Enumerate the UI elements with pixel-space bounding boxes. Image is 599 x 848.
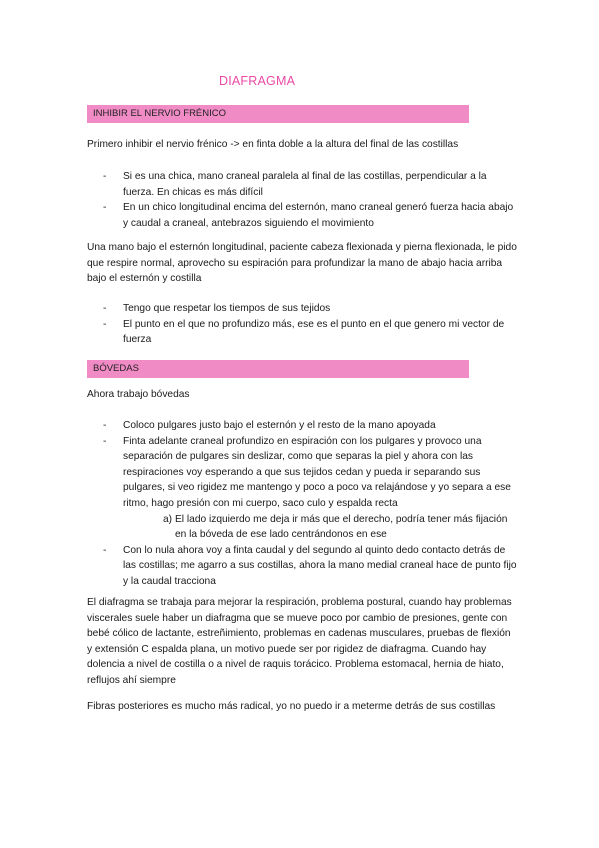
list-item-text: Si es una chica, mano craneal paralela al final de las costillas, perpendicular a la fuerza. En chicas es más difícil bbox=[123, 171, 487, 198]
section2-paragraph-2: Fibras posteriores es mucho más radical, yo no puedo ir a meterme detrás de sus costillas bbox=[87, 701, 496, 712]
bullet-dash: - bbox=[103, 544, 107, 556]
list-item bbox=[101, 200, 517, 231]
section1-intro: Primero inhibir el nervio frénico -> en finta doble a la altura del final de las costillas bbox=[87, 139, 459, 150]
list-item-text: Con lo nula ahora voy a finta caudal y del segundo al quinto dedo contacto detrás de las costillas; me agarro a sus costillas, ahora la mano medial craneal hace de punto fijo y la caudal tracciona bbox=[123, 544, 517, 587]
list-item bbox=[101, 317, 517, 348]
section2-bullet-list bbox=[101, 418, 517, 590]
section2-paragraph-1: El diafragma se trabaja para mejorar la respiración, problema postural, cuando hay problemas viscerales suele haber un diafragma que se mueve poco por cambio de presiones, gente con bebé cólico de lactante, estreñimiento, problemas en cadenas musculares, pruebas de flexión y extensión C espalda plana, un motivo puede ser por rigidez de diafragma. Cuando hay dolencia a nivel de costilla o a nivel de raquis torácico. Problema estomacal, hernia de hiato, reflujos ahí siempre bbox=[87, 597, 512, 686]
list-item-text: Tengo que respetar los tiempos de sus tejidos bbox=[123, 303, 331, 314]
list-item-text: Finta adelante craneal profundizo en espiración con los pulgares y provoco una separación de pulgares sin deslizar, como que separas la piel y ahora con las respiraciones voy esperando a que sus tejidos cedan y pueda ir separando sus pulgares, si veo rigidez me mantengo y poco a poco va relajándose y yo separa a ese ritmo, hago presión con mi cuerpo, saco culo y espalda recta bbox=[123, 435, 511, 509]
list-item bbox=[101, 169, 517, 200]
sub-bullet-marker: a) bbox=[163, 513, 173, 525]
section1-paragraph: Una mano bajo el esternón longitudinal, paciente cabeza flexionada y pierna flexionada, le pido que respire normal, aprovecho su espiración para profundizar la mano de abajo hacia arriba bajo el esternón y costilla bbox=[87, 242, 517, 285]
list-item bbox=[101, 434, 517, 543]
section-heading-inhibir: INHIBIR EL NERVIO FRÉNICO bbox=[87, 105, 469, 123]
section1-bullet-list-2 bbox=[101, 301, 517, 348]
bullet-dash: - bbox=[103, 318, 107, 330]
list-item bbox=[101, 543, 517, 590]
bullet-dash: - bbox=[103, 202, 107, 214]
list-item-text: El punto en el que no profundizo más, ese es el punto en el que genero mi vector de fuerza bbox=[123, 318, 505, 346]
bullet-dash: - bbox=[103, 171, 107, 182]
list-item bbox=[101, 418, 517, 434]
list-item bbox=[101, 301, 517, 317]
list-item-text: Coloco pulgares justo bajo el esternón y el resto de la mano apoyada bbox=[123, 420, 436, 431]
bullet-dash: - bbox=[103, 420, 107, 431]
section1-bullet-list bbox=[101, 169, 517, 231]
section2-intro: Ahora trabajo bóvedas bbox=[87, 389, 190, 400]
document-title: DIAFRAGMA bbox=[219, 74, 296, 88]
sub-list-item bbox=[143, 512, 521, 543]
bullet-dash: - bbox=[103, 435, 107, 447]
bullet-dash: - bbox=[103, 303, 107, 314]
sub-list-item-text: El lado izquierdo me deja ir más que el derecho, podría tener más fijación en la bóveda de ese lado centrándonos en ese bbox=[175, 513, 508, 541]
section-heading-bovedas: BÓVEDAS bbox=[87, 360, 469, 378]
list-item-text: En un chico longitudinal encima del esternón, mano craneal generó fuerza hacia abajo y caudal a craneal, antebrazos siguiendo el movimiento bbox=[123, 202, 514, 229]
section2-sub-list bbox=[143, 512, 521, 543]
